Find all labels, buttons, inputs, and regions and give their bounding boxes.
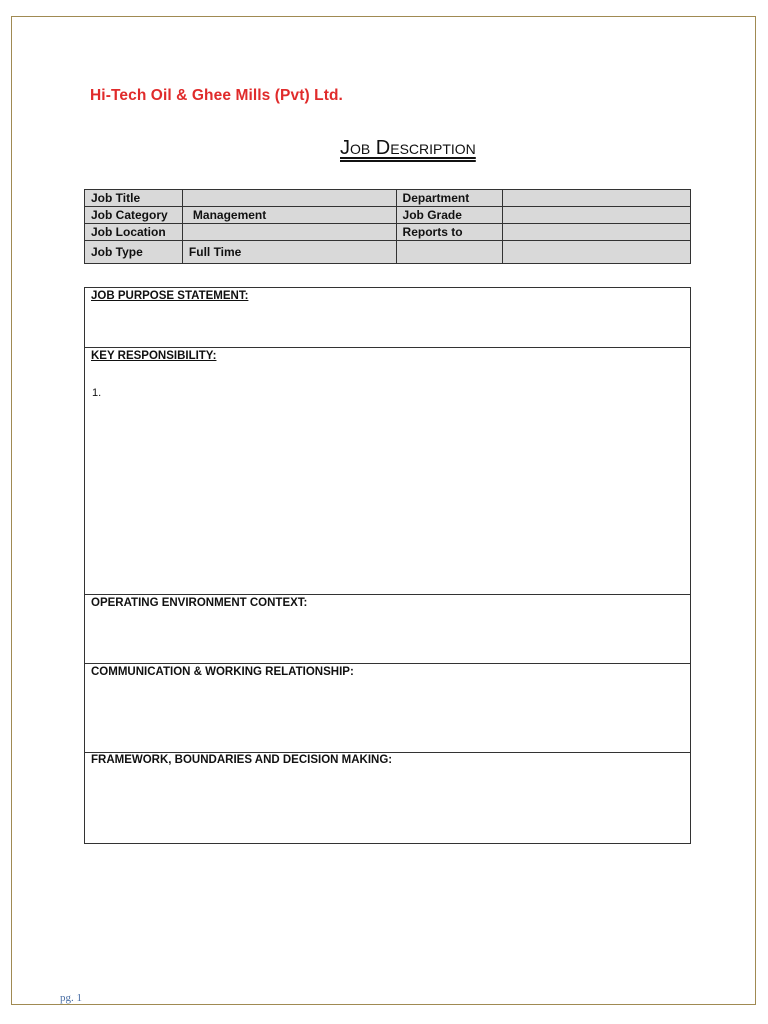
section-divider	[85, 752, 690, 753]
job-type-label: Job Type	[85, 241, 183, 264]
company-name: Hi-Tech Oil & Ghee Mills (Pvt) Ltd.	[90, 87, 343, 104]
purpose-heading: JOB PURPOSE STATEMENT:	[91, 290, 249, 302]
job-location-value[interactable]	[182, 224, 396, 241]
job-grade-label: Job Grade	[396, 207, 503, 224]
empty-value-cell	[503, 241, 691, 264]
department-label: Department	[396, 190, 503, 207]
job-title-label: Job Title	[85, 190, 183, 207]
job-info-table	[84, 189, 691, 264]
communication-heading: COMMUNICATION & WORKING RELATIONSHIP:	[91, 666, 354, 678]
section-divider	[85, 347, 690, 348]
table-row	[85, 241, 691, 264]
responsibility-item-number: 1.	[92, 387, 102, 399]
page-number: pg. 1	[60, 992, 82, 1004]
job-grade-value[interactable]	[503, 207, 691, 224]
operating-heading: OPERATING ENVIRONMENT CONTEXT:	[91, 597, 308, 609]
framework-heading: FRAMEWORK, BOUNDARIES AND DECISION MAKING:	[91, 754, 393, 766]
reports-to-label: Reports to	[396, 224, 503, 241]
job-location-label: Job Location	[85, 224, 183, 241]
table-row	[85, 207, 691, 224]
job-category-label: Job Category	[85, 207, 183, 224]
department-value[interactable]	[503, 190, 691, 207]
document-title: Job Description	[340, 137, 476, 159]
responsibility-heading: KEY RESPONSIBILITY:	[91, 350, 217, 362]
table-row	[85, 224, 691, 241]
job-type-value[interactable]: Full Time	[182, 241, 396, 264]
job-sections-box	[84, 287, 691, 844]
section-divider	[85, 594, 690, 595]
job-title-value[interactable]	[182, 190, 396, 207]
section-divider	[85, 663, 690, 664]
table-row	[85, 190, 691, 207]
empty-label-cell	[396, 241, 503, 264]
reports-to-value[interactable]	[503, 224, 691, 241]
job-category-value[interactable]: Management	[182, 207, 396, 224]
